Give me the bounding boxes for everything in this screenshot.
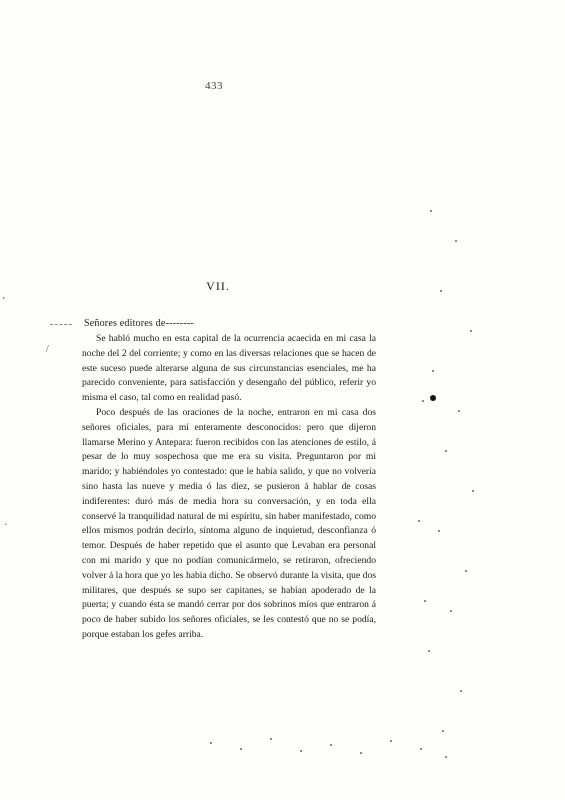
section-heading: VII. — [206, 279, 230, 293]
scan-noise — [200, 730, 460, 770]
letter-body — [82, 332, 376, 643]
paragraph: Poco después de las oraciones de la noche, entraron en mi casa dos señores oficiales, para mí enteramente desconocidos: pero que dijeron llamarse Merino y Antepara: fueron recibidos con las atenciones de estilo, á pesar de lo muy sospechosa que me era su visita. Preguntaron por mi marido; y habiéndoles yo contestado: que le había salido, y que no volvería sino hasta las nueve y media ó las diez, se pusieron á hablar de cosas indiferentes: duró más de media hora su conversación, y en toda ella conservé la tranquilidad natural de mi espíritu, sin haber manifestado, como ellos mismos podrán decirlo, síntoma alguno de inquietud, desconfianza ó temor. Después de haber repetido que el asunto que Levaban era personal con mi marido y que no podían comunicármelo, se retiraron, ofreciendo volver á la hora que yo les había dicho. Se observó durante la visita, que dos militares, que después se supo ser capitanes, se habían apoderado de la puerta; y cuando ésta se mandó cerrar por dos sobrinos míos que entraron á poco de haber subido los señores oficiales, se les contestó que no se podía, porque estaban los gefes arriba. — [82, 406, 376, 640]
page-number: 433 — [205, 80, 223, 92]
margin-mark: · — [4, 520, 8, 531]
margin-mark: ‚ — [2, 290, 6, 301]
margin-dash — [50, 324, 72, 325]
scan-speckles — [410, 200, 560, 760]
salutation: Señores editores de-------- — [84, 318, 194, 329]
paragraph: Se habló mucho en esta capital de la ocurrencia acaecida en mi casa la noche del 2 del corriente; y como en las diversas relaciones que se hacen de este suceso puede alterarse alguna de sus circunstancias esenciales, me ha parecido conveniente, para satisfacción y desengaño del público, referir yo misma el caso, tal como en realidad pasó. — [82, 333, 376, 404]
margin-mark: / — [46, 344, 49, 355]
